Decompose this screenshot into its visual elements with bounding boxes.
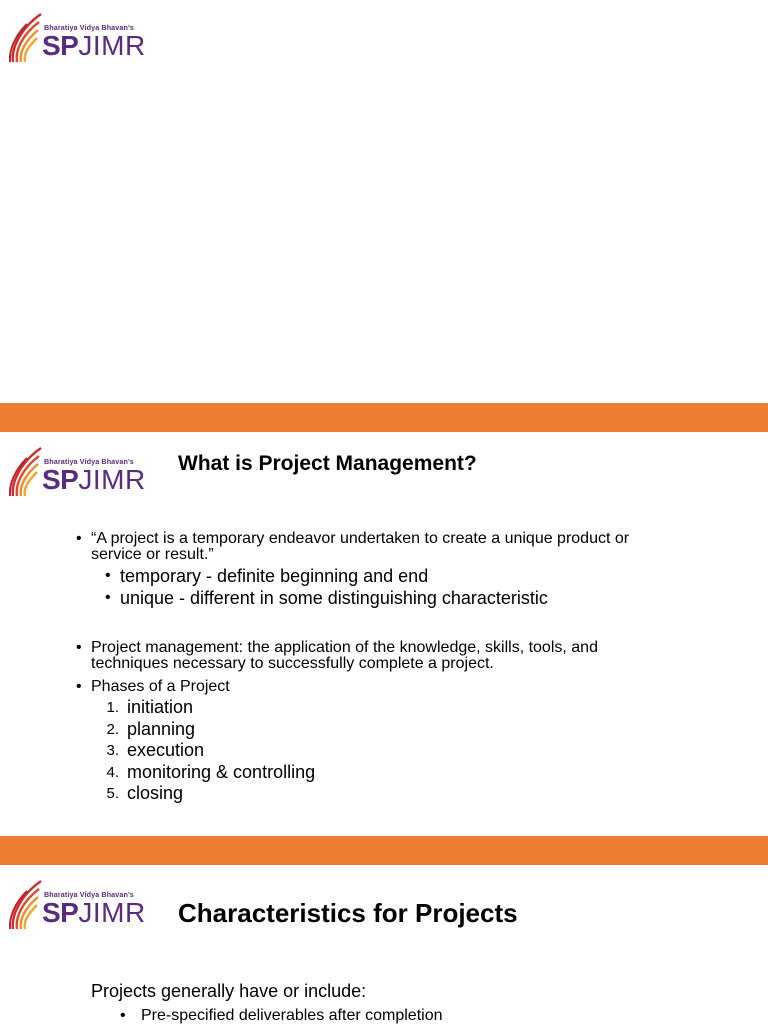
sub-bullet-unique: unique - different in some distinguishing characteristic	[120, 588, 548, 608]
logo-tagline: Bharatiya Vidya Bhavan's	[44, 457, 134, 466]
definition-line-2: service or result.”	[91, 546, 214, 563]
logo-tagline: Bharatiya Vidya Bhavan's	[44, 23, 134, 32]
phase-item: planning	[127, 719, 196, 739]
characteristic-item: Pre-specified deliverables after completion	[141, 1007, 443, 1024]
orange-divider-band	[0, 403, 768, 432]
pm-line-1: Project management: the application of the knowledge, skills, tools, and	[91, 639, 598, 656]
intro-text: Projects generally have or include:	[91, 981, 367, 1001]
logo-sp: SP	[42, 464, 79, 495]
slide-1	[0, 0, 768, 403]
flame-stripes-logo-icon	[9, 877, 45, 933]
phase-item: monitoring & controlling	[127, 762, 316, 782]
logo-jimr: JIMR	[78, 897, 146, 928]
phases-heading: Phases of a Project	[91, 678, 230, 695]
slide-title: What is Project Management?	[178, 452, 477, 475]
phase-item: closing	[127, 783, 184, 803]
bullet-dot: •	[76, 639, 82, 656]
logo-wordmark	[42, 32, 146, 60]
phase-item: execution	[127, 740, 205, 760]
logo-jimr: JIMR	[78, 30, 146, 61]
bullet-dot: •	[105, 589, 111, 606]
phase-number: 1.	[106, 699, 119, 716]
bullet-dot: •	[76, 678, 82, 695]
flame-stripes-logo-icon	[9, 10, 45, 66]
bullet-dot: •	[76, 530, 82, 547]
bullet-dot: •	[120, 1007, 126, 1024]
spjimr-logo	[9, 877, 149, 933]
logo-wordmark	[42, 899, 146, 927]
bullet-dot: •	[105, 567, 111, 584]
logo-wordmark	[42, 466, 146, 494]
phase-number: 3.	[106, 742, 119, 759]
slide-3	[0, 865, 768, 1024]
sub-bullet-temporary: temporary - definite beginning and end	[120, 566, 429, 586]
logo-sp: SP	[42, 897, 79, 928]
phase-number: 2.	[106, 721, 119, 738]
spjimr-logo	[9, 10, 149, 66]
phase-number: 4.	[106, 764, 119, 781]
logo-jimr: JIMR	[78, 464, 146, 495]
spjimr-logo	[9, 444, 149, 500]
orange-divider-band	[0, 836, 768, 865]
definition-line-1: “A project is a temporary endeavor undertaken to create a unique product or	[91, 530, 630, 547]
slide-2	[0, 432, 768, 836]
phase-number: 5.	[106, 785, 119, 802]
pm-line-2: techniques necessary to successfully complete a project.	[91, 655, 494, 672]
logo-tagline: Bharatiya Vidya Bhavan's	[44, 890, 134, 899]
logo-sp: SP	[42, 30, 79, 61]
slide-title: Characteristics for Projects	[178, 898, 518, 928]
flame-stripes-logo-icon	[9, 444, 45, 500]
phase-item: initiation	[127, 697, 194, 717]
